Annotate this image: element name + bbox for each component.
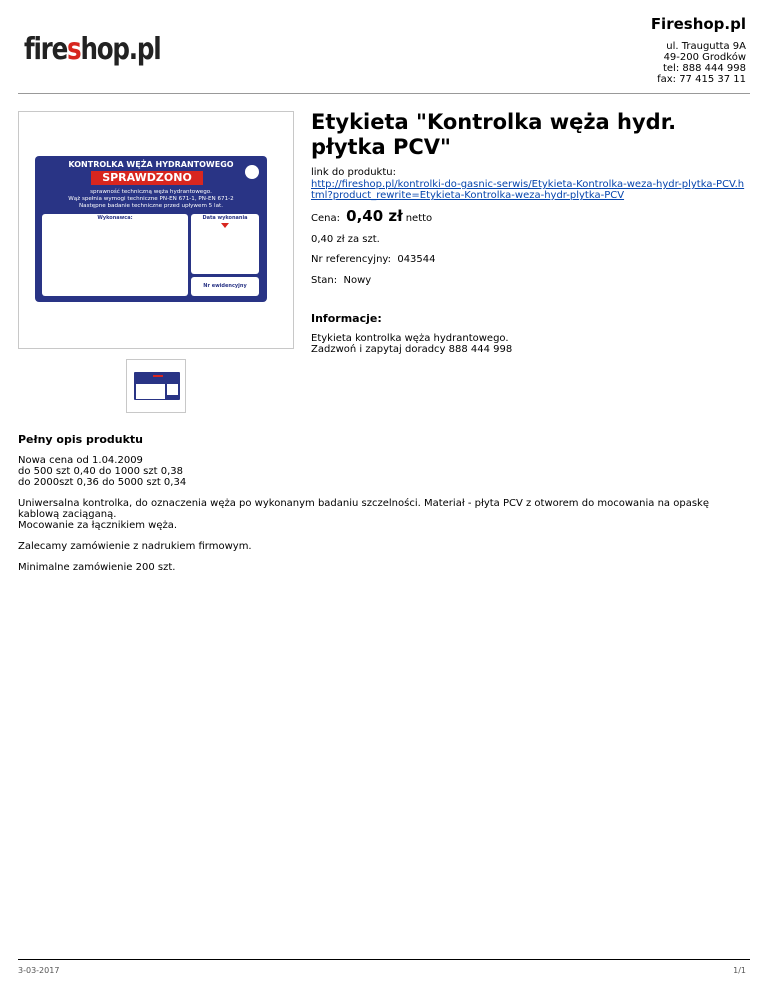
product-image[interactable] <box>18 111 294 349</box>
logo-text-fire: fire <box>24 32 68 67</box>
label-field-number-caption: Nr ewidencyjny <box>203 283 247 289</box>
price-row <box>311 207 432 225</box>
footer-divider <box>18 959 750 960</box>
product-title: Etykieta "Kontrolka węża hydr. płytka PCV" <box>311 110 677 159</box>
price-suffix: netto <box>405 213 433 224</box>
description-line: do 500 szt 0,40 do 1000 szt 0,38 <box>18 466 184 477</box>
fireshop-logo <box>24 32 160 68</box>
label-field-contractor-caption: Wykonawca: <box>97 215 133 221</box>
info-line-2: Zadzwoń i zapytaj doradcy 888 444 998 <box>311 344 513 355</box>
info-text <box>311 333 512 355</box>
shop-name: Fireshop.pl <box>650 15 746 33</box>
contact-block <box>657 41 746 85</box>
thumbnail-label <box>134 372 180 400</box>
footer-page-number: 1/1 <box>733 966 746 975</box>
description-line: Uniwersalna kontrolka, do oznaczenia węża po wykonanym badaniu szczelności. Materiał - płyta PCV z otworem do mocowania na opaskę kablową zaciąganą. <box>18 498 709 520</box>
description-paragraph-material <box>18 498 748 531</box>
mounting-hole <box>245 165 259 179</box>
product-thumbnail[interactable] <box>126 359 186 413</box>
price-label: Cena: <box>311 213 340 224</box>
thumbnail-field-right <box>167 384 178 395</box>
address-city: 49-200 Grodków <box>663 52 746 63</box>
full-description <box>18 455 748 583</box>
price-value: 0,40 zł <box>346 207 403 225</box>
state-row <box>311 275 371 286</box>
full-description-heading: Pełny opis produktu <box>18 433 143 446</box>
description-paragraph-recommend: Zalecamy zamówienie z nadrukiem firmowym. <box>18 541 252 552</box>
label-picture <box>35 156 267 302</box>
logo-text-hop: hop.pl <box>80 32 161 67</box>
label-line-3: Następne badanie techniczne przed upływem 5 lat. <box>79 203 223 209</box>
reference-label: Nr referencyjny: <box>311 254 391 265</box>
fax: fax: 77 415 37 11 <box>657 74 746 85</box>
description-paragraph-minimum: Minimalne zamówienie 200 szt. <box>18 562 176 573</box>
phone: tel: 888 444 998 <box>662 63 746 74</box>
footer-date: 3-03-2017 <box>18 966 60 975</box>
product-link[interactable]: http://fireshop.pl/kontrolki-do-gasnic-serwis/Etykieta-Kontrolka-weza-hydr-plytka-PCV.html?product_rewrite=Etykieta-Kontrolka-weza-hydr-plytka-PCV <box>311 179 745 201</box>
description-line: Mocowanie za łącznikiem węża. <box>18 520 178 531</box>
label-line-2: Wąż spełnia wymogi techniczne PN-EN 671-1, PN-EN 671-2 <box>68 196 234 202</box>
label-field-contractor <box>42 214 188 296</box>
state-value: Nowy <box>343 275 372 286</box>
unit-price: 0,40 zł za szt. <box>311 234 380 245</box>
product-link-label: link do produktu: <box>311 167 396 178</box>
label-line-1: sprawność techniczną węża hydrantowego. <box>90 189 212 195</box>
info-line-1: Etykieta kontrolka węża hydrantowego. <box>311 333 509 344</box>
thumbnail-stamp <box>153 375 163 377</box>
reference-value: 043544 <box>397 254 436 265</box>
description-line: do 2000szt 0,36 do 5000 szt 0,34 <box>18 477 187 488</box>
label-field-date <box>191 214 259 274</box>
address-street: ul. Traugutta 9A <box>666 41 746 52</box>
thumbnail-field-left <box>136 384 165 399</box>
label-title: KONTROLKA WĘŻA HYDRANTOWEGO <box>68 160 234 169</box>
info-heading: Informacje: <box>311 312 382 325</box>
reference-row <box>311 254 436 265</box>
label-field-date-caption: Data wykonania <box>202 215 248 221</box>
state-label: Stan: <box>311 275 338 286</box>
description-paragraph-prices <box>18 455 748 488</box>
arrow-down-icon <box>221 223 229 228</box>
label-field-number <box>191 277 259 296</box>
logo-text-s: s <box>67 32 81 67</box>
header-divider <box>18 93 750 94</box>
label-stamp: SPRAWDZONO <box>91 171 203 185</box>
description-line: Nowa cena od 1.04.2009 <box>18 455 143 466</box>
